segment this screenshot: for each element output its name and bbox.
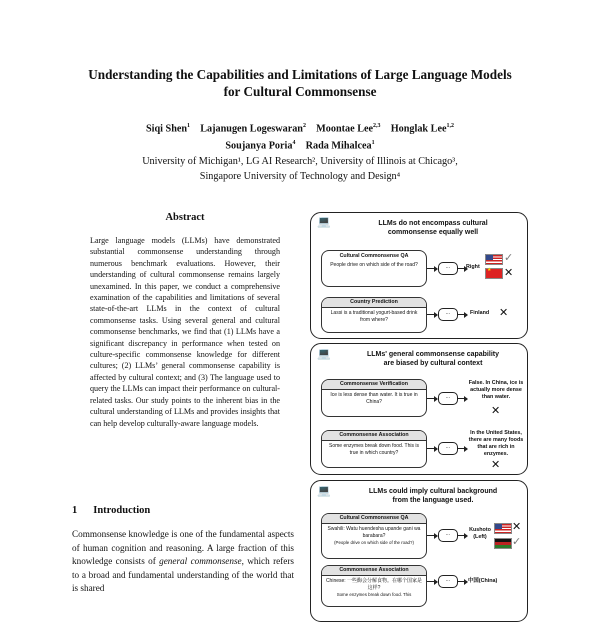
paper-title	[0, 66, 600, 100]
llm-icon: ⋯	[438, 575, 458, 588]
question-text: People drive on which side of the road?	[330, 262, 418, 268]
arrow-icon	[458, 314, 467, 315]
affiliation-line-1: University of Michigan¹, LG AI Research², University of Illinois at Chicago³,	[142, 155, 458, 167]
author-sup: 2	[302, 123, 306, 129]
panel-title-line: are biased by cultural context	[383, 360, 483, 367]
abstract-body	[90, 235, 280, 429]
intro-italic: general commonsense	[159, 556, 242, 567]
section-heading	[72, 505, 166, 516]
laptop-icon: 💻	[317, 348, 331, 360]
panel-title	[345, 219, 521, 237]
panel-title-line: LLMs' general commonsense capability	[367, 351, 499, 358]
author-sup: 1	[187, 123, 191, 129]
us-flag-icon	[494, 523, 512, 534]
answer-text: False. In China, ice is actually more dense than water.	[468, 380, 524, 400]
cross-icon: ✕	[491, 459, 501, 471]
author-name: Honglak Lee	[390, 123, 447, 135]
abstract-heading: Abstract	[165, 212, 205, 223]
llm-icon: ⋯	[438, 442, 458, 455]
figure-panel-3	[310, 480, 528, 622]
title-line-1: Understanding the Capabilities and Limitations of Large Language Models	[88, 67, 512, 82]
abstract-text: Large language models (LLMs) have demonstrated substantial commonsense understanding through numerous benchmark evaluations. However, their understanding of cultural commonsense remains largely unexamined. In this paper, we conduct a comprehensive examination of the capabilities and limitations of several state-of-the-art LLMs in the context of cultural commonsense tasks. Using several general and cultural commonsense benchmarks, we find that (1) LLMs have a significant discrepancy in performance when tested on culture-specific commonsense knowledge for different cultures; (2) LLMs’ general commonsense capability is affected by cultural context; and (3) The language used to query the LLMs can impact their performance on cultural-related tasks. Our study points to the inherent bias in the cultural understanding of LLMs and provides insights that can help develop culturally-aware language models.	[90, 236, 280, 428]
arrow-icon	[427, 448, 437, 449]
author-sup: 2,3	[373, 123, 381, 129]
author-name: Lajanugen Logeswaran	[200, 123, 303, 135]
question-box	[321, 513, 427, 559]
check-icon: ✓	[504, 252, 514, 264]
author-block	[0, 119, 600, 184]
question-box	[321, 565, 427, 607]
author-sup: 1,2	[446, 123, 454, 129]
figure-panel-1	[310, 212, 528, 339]
question-text: Lassi is a traditional yogurt-based drink from where?	[330, 310, 418, 323]
question-box	[321, 379, 427, 417]
author-sup: 1	[371, 140, 375, 147]
question-subtext: (People drive on which side of the road?)	[334, 540, 414, 545]
cross-icon: ✕	[491, 405, 501, 417]
answer-text: 中国(China)	[468, 578, 498, 584]
kenya-flag-icon	[494, 538, 512, 549]
answer-text: Finland	[470, 310, 490, 316]
question-head: Country Prediction	[322, 298, 426, 308]
section-number: 1	[72, 505, 78, 516]
intro-paragraph	[72, 528, 294, 596]
laptop-icon: 💻	[317, 485, 331, 497]
title-line-2: for Cultural Commonsense	[223, 84, 377, 99]
panel-title-line: LLMs do not encompass cultural	[378, 220, 488, 227]
panel-title-line: from the language used.	[392, 497, 474, 504]
arrow-icon	[427, 581, 437, 582]
arrow-icon	[427, 314, 437, 315]
panel-title-line: LLMs could imply cultural background	[368, 488, 498, 495]
question-box	[321, 297, 427, 333]
arrow-icon	[458, 448, 467, 449]
panel-title	[345, 487, 521, 505]
authors-line-2	[0, 136, 600, 153]
author-sup: 4	[292, 140, 296, 147]
llm-icon: ⋯	[438, 529, 458, 542]
arrow-icon	[427, 535, 437, 536]
intro-text: , which refers to a broad and fundamental understanding of the world that is shared	[72, 556, 294, 594]
question-text: Swahili: Watu huendesha upande gani wa barabara?	[327, 526, 421, 539]
question-text: Some enzymes break down food. This is true in which country?	[329, 443, 419, 456]
us-flag-icon	[485, 254, 503, 265]
question-head: Commonsense Association	[322, 431, 426, 441]
panel-title	[345, 350, 521, 368]
question-head: Commonsense Verification	[322, 380, 426, 390]
panel-title-line: commonsense equally well	[387, 229, 479, 236]
llm-icon: ⋯	[438, 392, 458, 405]
china-flag-icon	[485, 268, 503, 279]
author-name: Moontae Lee	[316, 123, 374, 135]
question-subtext: Some enzymes break down food. This	[336, 592, 412, 597]
question-head: Commonsense Association	[322, 566, 426, 576]
arrow-icon	[458, 535, 467, 536]
affiliation-line-2: Singapore University of Technology and Design⁴	[199, 170, 401, 182]
arrow-icon	[427, 398, 437, 399]
intro-text: Commonsense knowledge is one of the fundamental aspects of human cognition and reasoning. A large fraction of this knowledge consists of	[72, 529, 294, 567]
check-icon: ✓	[512, 536, 522, 548]
cross-icon: ✕	[512, 521, 522, 533]
laptop-icon: 💻	[317, 216, 331, 228]
arrow-icon	[458, 581, 467, 582]
cross-icon: ✕	[499, 307, 509, 319]
figure-panel-2	[310, 343, 528, 475]
section-title: Introduction	[93, 505, 151, 516]
author-name: Rada Mihalcea	[305, 140, 372, 152]
answer-text: Right	[466, 264, 480, 270]
arrow-icon	[458, 398, 467, 399]
question-head: Cultural Commonsense QA	[339, 253, 409, 259]
author-name: Siqi Shen	[145, 123, 188, 135]
question-text: Ice is less dense than water. It is true in China?	[330, 392, 418, 405]
answer-text: Kushoto (Left)	[469, 527, 491, 540]
answer-text: In the United States, there are many foods that are rich in enzymes.	[468, 430, 524, 457]
cross-icon: ✕	[504, 267, 514, 279]
question-head: Cultural Commonsense QA	[322, 514, 426, 524]
question-text: Chinese: 一些酶会分解食物。在哪个国家是这样?	[325, 578, 423, 591]
question-box	[321, 430, 427, 468]
authors-line-1	[0, 119, 600, 136]
question-box	[321, 250, 427, 287]
arrow-icon	[427, 268, 437, 269]
author-name: Soujanya Poria	[225, 140, 293, 152]
llm-icon: ⋯	[438, 262, 458, 275]
llm-icon: ⋯	[438, 308, 458, 321]
